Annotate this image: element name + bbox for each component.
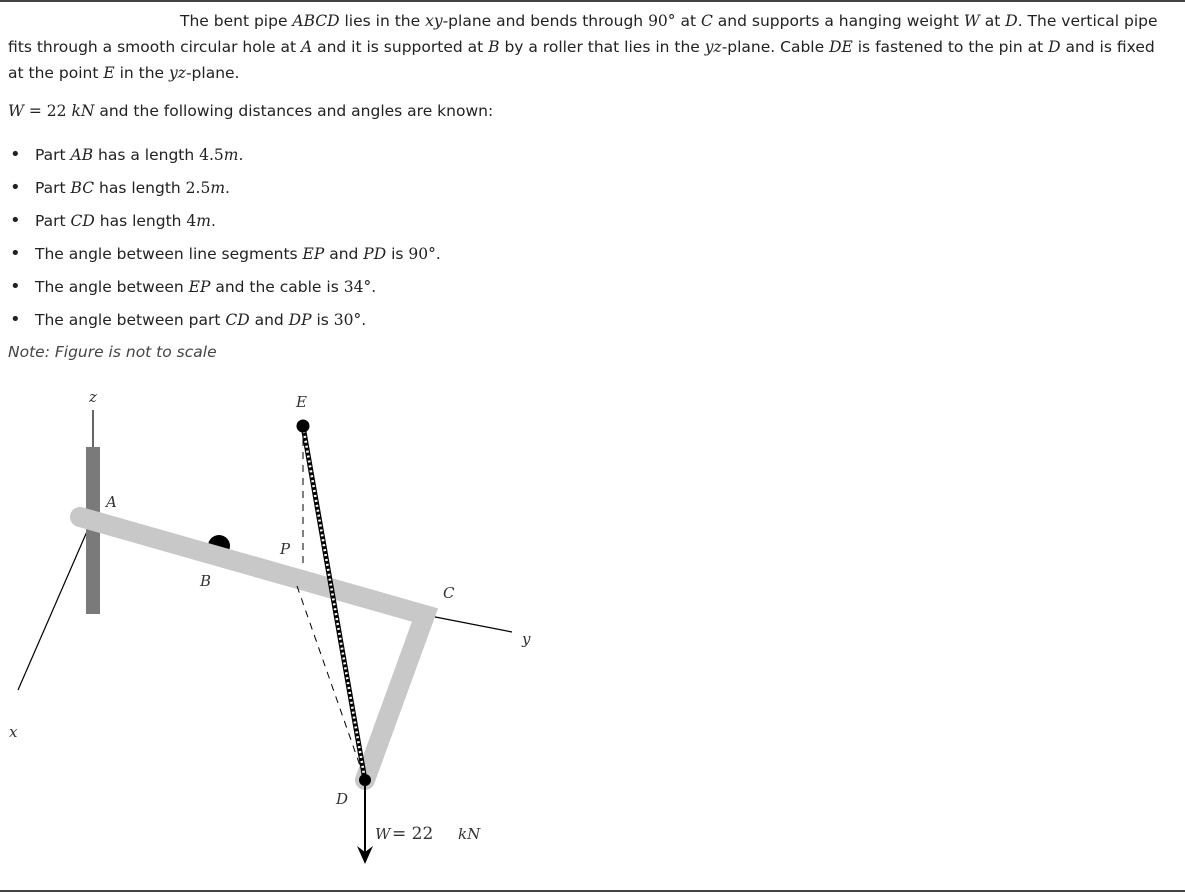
label-w: W	[375, 825, 391, 843]
bullet-icon: •	[10, 276, 21, 297]
label-x: x	[9, 723, 18, 741]
list-item: • The angle between line segments EP and PD is 90°.	[10, 239, 441, 272]
label-z: z	[89, 388, 97, 406]
bullet-icon: •	[10, 243, 21, 264]
y-axis-line	[425, 615, 512, 632]
label-d: D	[336, 790, 349, 808]
given-weight: W = 22 kN and the following distances and angles are known:	[8, 102, 494, 120]
figure-note: Note: Figure is not to scale	[8, 343, 217, 361]
pipe-diagram	[0, 380, 600, 880]
bullet-icon: •	[10, 309, 21, 330]
list-item: • Part CD has length 4m.	[10, 206, 441, 239]
list-item: • The angle between EP and the cable is 34°.	[10, 272, 441, 305]
bullet-icon: •	[10, 177, 21, 198]
label-kn: kN	[458, 825, 481, 843]
known-values-list	[10, 140, 441, 338]
problem-statement: The bent pipe ABCD lies in the xy-plane and bends through 90° at C and supports a hanging weight W at D. The vertical pipe fits through a smooth circular hole at A and it is supported at B by a roller that lies in the yz-plane. Cable DE is fastened to the pin at D and is fixed at the point E in the yz-plane.	[8, 12, 1158, 82]
x-axis-line	[18, 520, 92, 690]
list-item: • Part BC has length 2.5m.	[10, 173, 441, 206]
label-w-value: = 22	[392, 824, 434, 844]
label-p: P	[280, 540, 291, 558]
bottom-rule	[0, 890, 1185, 892]
label-b: B	[200, 572, 212, 590]
label-a: A	[106, 493, 117, 511]
label-c: C	[443, 584, 455, 602]
list-item: • The angle between part CD and DP is 30°.	[10, 305, 441, 338]
label-y: y	[522, 630, 531, 648]
list-item: • Part AB has a length 4.5m.	[10, 140, 441, 173]
top-rule	[0, 0, 1185, 2]
dashed-line-pd	[297, 586, 365, 780]
bullet-icon: •	[10, 144, 21, 165]
label-e: E	[296, 393, 307, 411]
point-e	[297, 420, 310, 433]
bullet-icon: •	[10, 210, 21, 231]
bent-pipe	[80, 517, 425, 780]
